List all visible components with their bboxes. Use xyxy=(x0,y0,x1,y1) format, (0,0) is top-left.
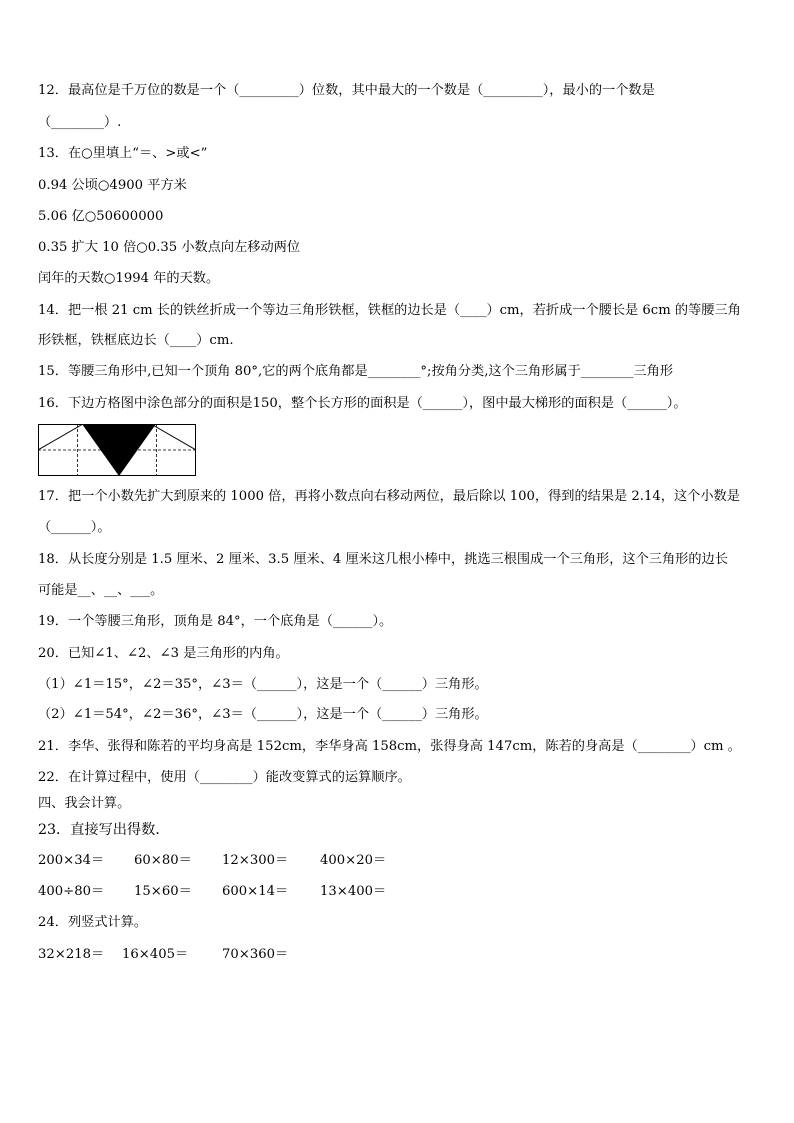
question-14-line-1: 14．把一根 21 cm 长的铁丝折成一个等边三角形铁框，铁框的边长是（____）cm，若折成一个腰长是 6cm 的等腰三角 xyxy=(38,303,741,318)
question-24-title: 24．列竖式计算。 xyxy=(38,915,148,930)
calc-item: 70×360＝ xyxy=(222,947,289,962)
question-20-part-2: （2）∠1＝54°，∠2＝36°，∠3＝（______），这是一个（______）三角形。 xyxy=(38,707,488,722)
question-23-title: 23．直接写出得数． xyxy=(38,822,170,838)
section-4-heading: 四、我会计算。 xyxy=(38,796,131,811)
question-13-item-4: 闰年的天数○1994 年的天数。 xyxy=(38,271,220,286)
calc-item: 12×300＝ xyxy=(222,853,289,868)
calc-item: 60×80＝ xyxy=(134,853,192,868)
question-20-title: 20．已知∠1、∠2、∠3 是三角形的内角。 xyxy=(38,646,289,661)
question-13-item-3: 0.35 扩大 10 倍○0.35 小数点向左移动两位 xyxy=(38,240,301,255)
calc-item: 16×405＝ xyxy=(122,947,189,962)
calc-item: 400÷80＝ xyxy=(38,884,105,899)
calc-23-row-2 xyxy=(38,883,386,901)
calc-item: 32×218＝ xyxy=(38,947,105,962)
calc-item: 200×34＝ xyxy=(38,853,105,868)
question-17-line-1: 17．把一个小数先扩大到原来的 1000 倍，再将小数点向右移动两位，最后除以 100，得到的结果是 2.14，这个小数是 xyxy=(38,489,740,504)
calc-23-row-1 xyxy=(38,852,386,870)
grid-figure xyxy=(38,424,196,476)
question-13-item-1: 0.94 公顷○4900 平方米 xyxy=(38,178,187,193)
question-22: 22．在计算过程中，使用（________）能改变算式的运算顺序。 xyxy=(38,770,411,785)
calc-item: 13×400＝ xyxy=(320,884,387,899)
calc-item: 600×14＝ xyxy=(222,884,289,899)
calc-item: 400×20＝ xyxy=(320,853,387,868)
question-15: 15．等腰三角形中,已知一个顶角 80°,它的两个底角都是________°;按角分类,这个三角形属于________三角形 xyxy=(38,364,674,379)
question-19: 19．一个等腰三角形，顶角是 84°，一个底角是（______）。 xyxy=(38,614,393,629)
question-12-line-2: （________）. xyxy=(38,115,122,130)
question-12-line-1: 12．最高位是千万位的数是一个（_________）位数，其中最大的一个数是（_________），最小的一个数是 xyxy=(38,83,655,98)
question-13-title: 13．在○里填上“＝、>或<” xyxy=(38,146,208,161)
question-14-line-2: 形铁框，铁框底边长（____）cm. xyxy=(38,333,234,348)
question-18-line-1: 18．从长度分别是 1.5 厘米、2 厘米、3.5 厘米、4 厘米这几根小棒中，挑选三根围成一个三角形，这个三角形的边长 xyxy=(38,552,728,567)
question-13-item-2: 5.06 亿○50600000 xyxy=(38,209,164,224)
question-16: 16．下边方格图中涂色部分的面积是150，整个长方形的面积是（______），图中最大梯形的面积是（______）。 xyxy=(38,396,687,411)
calc-item: 15×60＝ xyxy=(134,884,192,899)
question-18-line-2: 可能是__、__、___。 xyxy=(38,583,164,598)
question-21: 21．李华、张得和陈若的平均身高是 152cm，李华身高 158cm，张得身高 147cm，陈若的身高是（________）cm 。 xyxy=(38,739,741,754)
calc-24-row xyxy=(38,946,288,964)
question-20-part-1: （1）∠1＝15°，∠2＝35°，∠3＝（______），这是一个（______）三角形。 xyxy=(38,677,488,692)
question-17-line-2: （______）。 xyxy=(38,520,111,535)
